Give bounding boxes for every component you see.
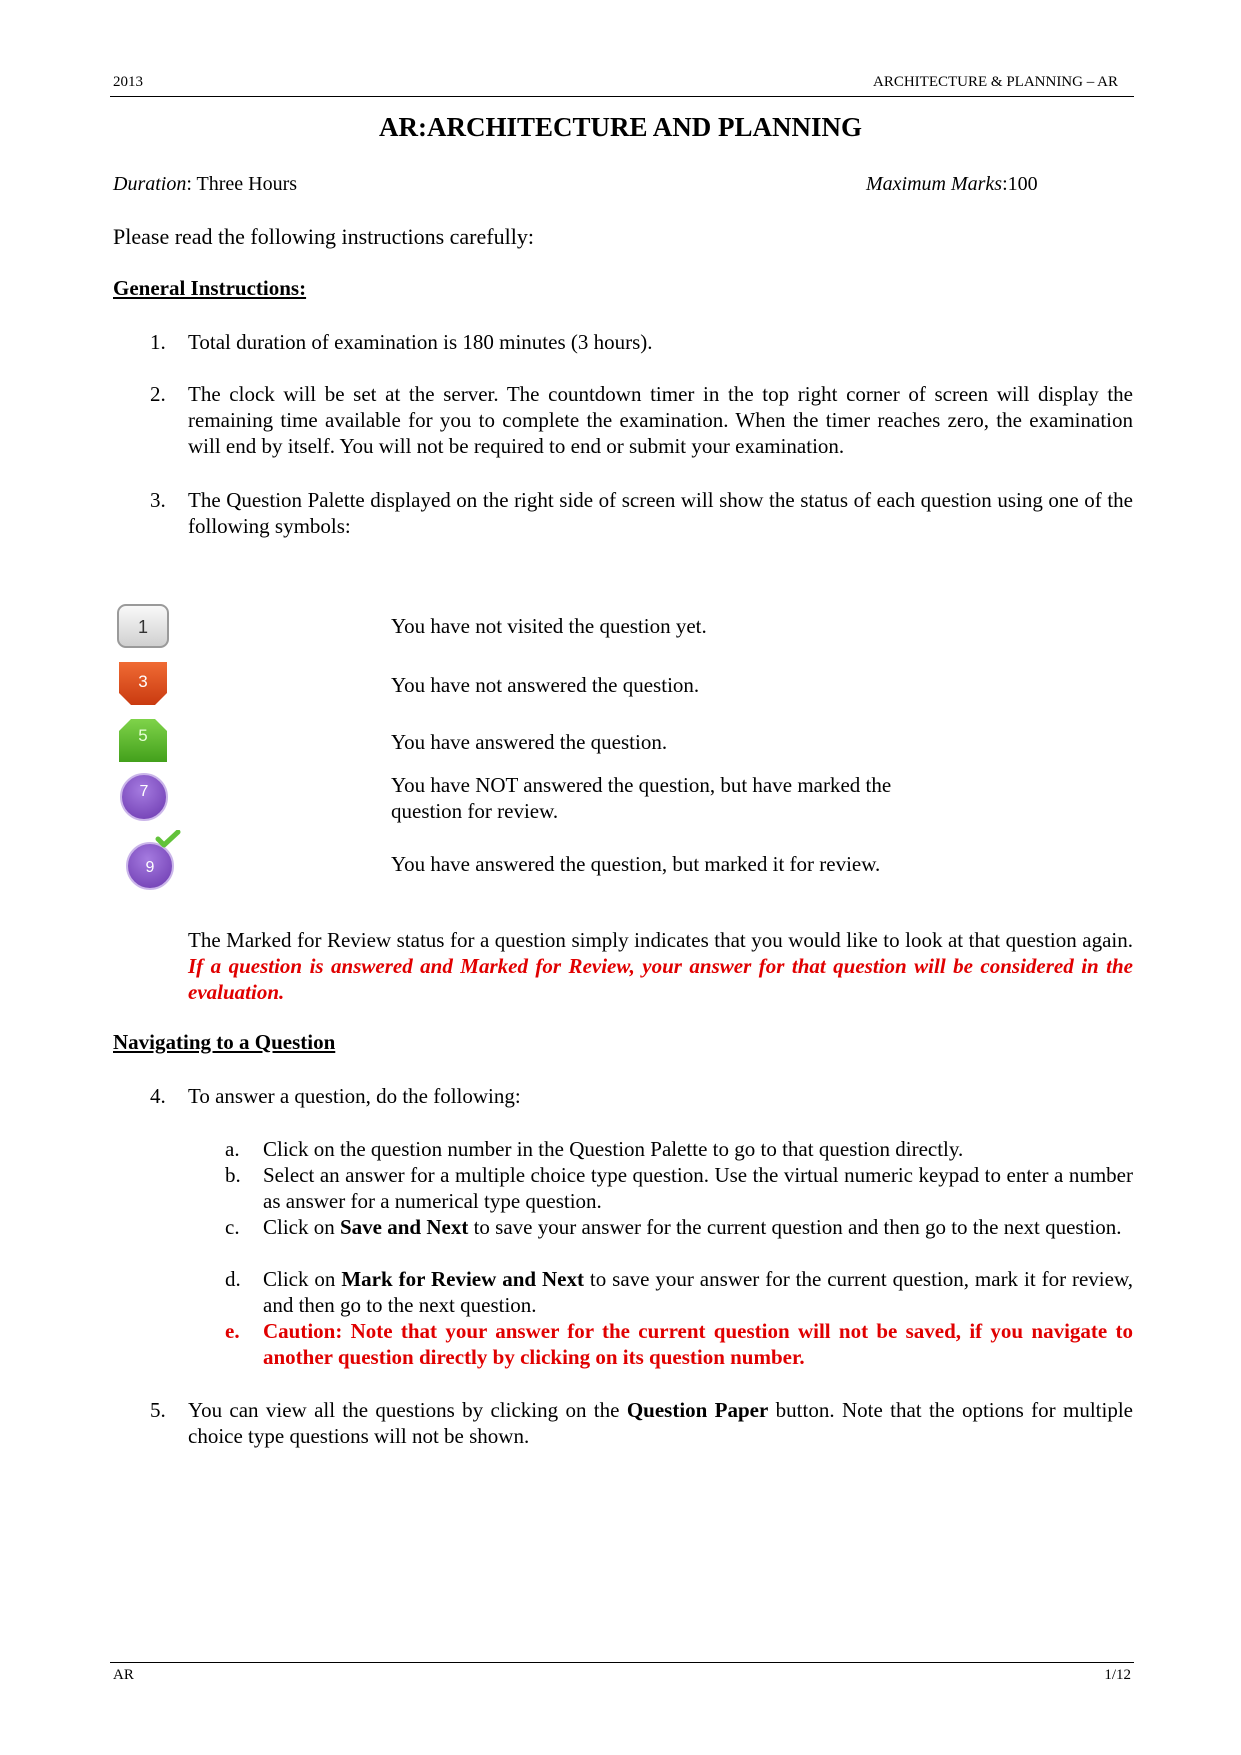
page-number: 1/12	[1104, 1667, 1131, 1683]
subitem-d	[188, 1266, 1133, 1318]
subitem-letter: d.	[225, 1267, 241, 1291]
subitem-letter: e.	[225, 1319, 240, 1343]
header-year: 2013	[113, 74, 143, 90]
subitem-text	[263, 1214, 1133, 1240]
checkmark-icon	[158, 832, 178, 845]
header-subject: ARCHITECTURE & PLANNING – AR	[872, 74, 1118, 90]
subitem-text: Click on the question number in the Question Palette to go to that question directly.	[263, 1137, 964, 1161]
maximum-marks	[866, 173, 1038, 196]
duration-label: Duration	[113, 173, 187, 195]
instruction-item-1	[113, 329, 1133, 355]
review-note-emphasis: If a question is answered and Marked for Review, your answer for that question will be considered in the evaluation.	[188, 954, 1133, 1004]
instruction-item-3	[113, 487, 1133, 539]
item-text: The Question Palette displayed on the right side of screen will show the status of each question using one of the following symbols:	[188, 488, 1133, 538]
marks-label: Maximum Marks	[866, 173, 1003, 195]
page-footer	[110, 1662, 1134, 1687]
subitem-text-pre: Click on	[263, 1215, 340, 1239]
review-note	[188, 927, 1133, 1005]
item-number: 2.	[150, 382, 166, 406]
instruction-item-2	[113, 381, 1133, 459]
item-number: 3.	[150, 488, 166, 512]
item-text-pre: You can view all the questions by clicking on the	[188, 1398, 627, 1422]
subitem-text: Caution: Note that your answer for the current question will not be saved, if you navigate to another question directly by clicking on its question number.	[263, 1319, 1133, 1369]
legend-not-answered: You have not answered the question.	[391, 673, 700, 697]
answered-badge-icon	[116, 716, 172, 766]
page-header	[110, 74, 1134, 97]
legend-marked-review: You have NOT answered the question, but have marked the question for review.	[391, 773, 892, 823]
intro-text: Please read the following instructions carefully:	[113, 224, 534, 249]
legend-not-visited: You have not visited the question yet.	[391, 614, 707, 638]
item-number: 5.	[150, 1398, 166, 1422]
legend-answered-marked-review: You have answered the question, but marked it for review.	[391, 852, 881, 876]
subitem-text-post: to save your answer for the current question and then go to the next question.	[468, 1215, 1122, 1239]
subitem-letter: b.	[225, 1163, 241, 1187]
save-and-next-label: Save and Next	[340, 1215, 469, 1239]
review-note-text: The Marked for Review status for a question simply indicates that you would like to look at that question again.	[188, 928, 1133, 952]
item-number: 4.	[150, 1084, 166, 1108]
item-text: Total duration of examination is 180 minutes (3 hours).	[188, 330, 653, 354]
subitem-text: Select an answer for a multiple choice type question. Use the virtual numeric keypad to enter a number as answer for a numerical type question.	[263, 1163, 1133, 1213]
subitem-letter: c.	[225, 1215, 240, 1239]
duration-value: : Three Hours	[186, 173, 298, 195]
item-text	[188, 1397, 1133, 1449]
subitem-text	[263, 1266, 1133, 1318]
subitem-a	[188, 1136, 1133, 1162]
duration	[113, 173, 297, 196]
subitem-b	[188, 1162, 1133, 1214]
badge-label: 3	[138, 672, 148, 691]
footer-code: AR	[113, 1667, 134, 1683]
item-text: The clock will be set at the server. The countdown timer in the top right corner of screen will display the remaining time available for you to complete the examination. When the timer reaches zero, the examination will end by itself. You will not be required to end or submit your examination.	[188, 382, 1133, 458]
instruction-item-5	[113, 1397, 1133, 1449]
badge-label: 1	[137, 617, 149, 637]
legend-answered: You have answered the question.	[391, 730, 668, 754]
subitem-e-caution	[188, 1318, 1133, 1370]
badge-label: 7	[139, 783, 149, 800]
subitem-c	[188, 1214, 1133, 1240]
subitem-letter: a.	[225, 1137, 240, 1161]
item-text: To answer a question, do the following:	[188, 1084, 521, 1108]
badge-label: 9	[145, 859, 155, 876]
answered-marked-review-badge-icon	[116, 830, 186, 892]
not-visited-badge-icon	[116, 603, 172, 651]
instruction-item-4	[113, 1083, 1133, 1109]
question-paper-label: Question Paper	[626, 1398, 769, 1422]
mark-review-next-label: Mark for Review and Next	[341, 1267, 584, 1291]
page-title: AR:ARCHITECTURE AND PLANNING	[378, 112, 863, 142]
marks-value: :100	[1002, 173, 1038, 195]
item-text-post: button. Note that the options for multiple choice type questions will not be shown.	[188, 1398, 1133, 1448]
general-instructions-heading: General Instructions:	[113, 276, 307, 300]
navigation-heading: Navigating to a Question	[113, 1030, 336, 1054]
marked-review-badge-icon	[116, 771, 172, 823]
badge-label: 5	[138, 726, 148, 745]
subitem-text-pre: Click on	[263, 1267, 342, 1291]
item-number: 1.	[150, 330, 166, 354]
not-answered-badge-icon	[116, 659, 172, 709]
subitem-text-post: to save your answer for the current question, mark it for review, and then go to the next question.	[263, 1267, 1134, 1317]
